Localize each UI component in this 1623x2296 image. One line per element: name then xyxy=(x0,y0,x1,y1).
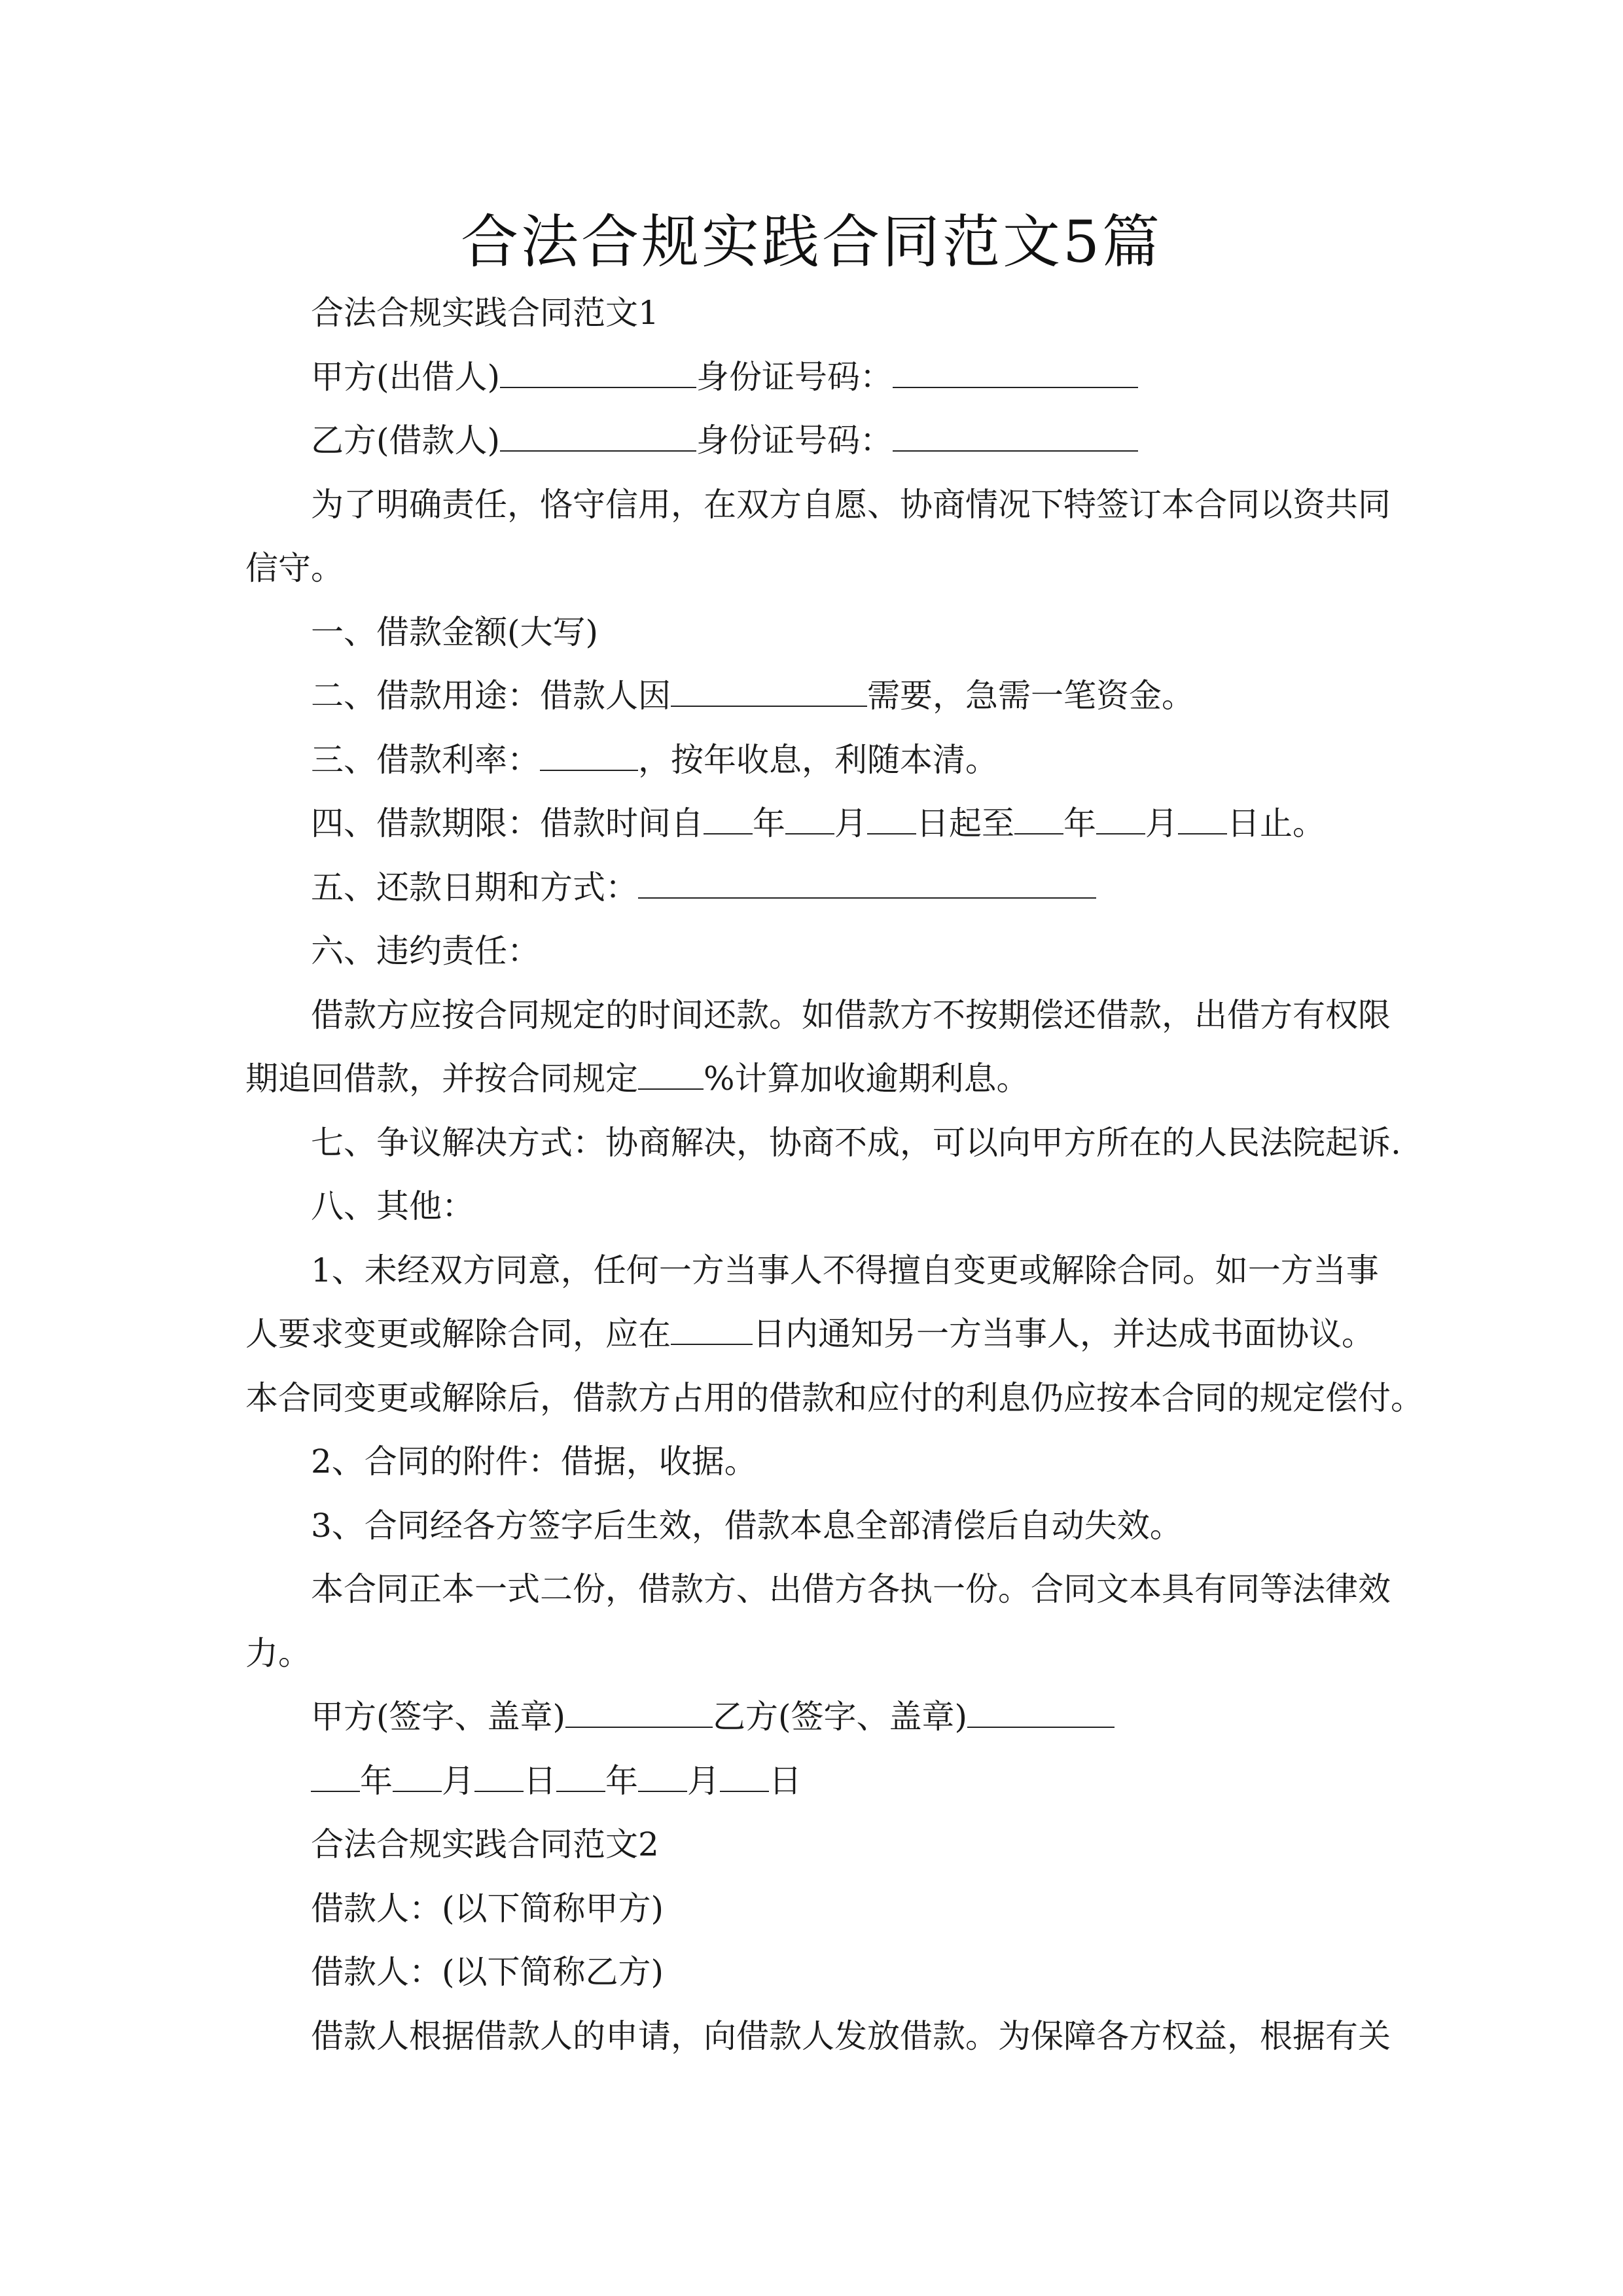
party-b-line xyxy=(311,414,1138,467)
from-label: 日起至 xyxy=(916,804,1014,842)
party-a-signature-blank xyxy=(565,1693,713,1728)
notice-days-blank xyxy=(671,1310,753,1345)
party-b-signature-label: 乙方(签字、盖章) xyxy=(713,1698,968,1736)
month-label: 月 xyxy=(1145,804,1178,842)
other-1-line-3: 本合同变更或解除后，借款方占用的借款和应付的利息仍应按本合同的规定偿付。 xyxy=(245,1379,1423,1417)
notice-text: 人要求变更或解除合同，应在 xyxy=(245,1315,671,1353)
day-label: 日 xyxy=(769,1762,802,1800)
month-label: 月 xyxy=(834,804,867,842)
clause-loan-term xyxy=(311,797,1325,850)
party-a-label: 甲方(出借人) xyxy=(311,358,501,396)
year-label: 年 xyxy=(360,1762,393,1800)
party-b-name-blank xyxy=(500,416,696,452)
clause-breach: 六、违约责任： xyxy=(311,932,540,970)
party-b-id-label: 身份证号码： xyxy=(696,422,893,459)
date-a-day-blank xyxy=(474,1757,524,1792)
start-month-blank xyxy=(785,799,834,834)
other-3: 3、合同经各方签字后生效，借款本息全部清偿后自动失效。 xyxy=(311,1507,1183,1545)
overdue-rate-blank xyxy=(638,1054,704,1090)
section-2-borrower: 借款人：(以下简称乙方) xyxy=(311,1953,664,1991)
day-label: 日 xyxy=(524,1762,556,1800)
other-1-line-2 xyxy=(245,1308,1374,1360)
party-a-id-blank xyxy=(893,353,1138,388)
repayment-label: 五、还款日期和方式： xyxy=(311,869,638,906)
interest-rate-suffix: ，按年收息，利随本清。 xyxy=(638,741,998,779)
clause-loan-purpose xyxy=(311,670,1194,722)
intro-line-2: 信守。 xyxy=(245,549,344,587)
loan-purpose-label: 二、借款用途：借款人因 xyxy=(311,677,671,715)
until-label: 日止。 xyxy=(1227,804,1325,842)
party-b-label: 乙方(借款人) xyxy=(311,422,501,459)
breach-line-2 xyxy=(245,1052,1029,1105)
copies-line-2: 力。 xyxy=(245,1634,311,1672)
party-b-id-blank xyxy=(893,416,1138,452)
signature-line xyxy=(311,1691,1115,1743)
clause-other: 八、其他： xyxy=(311,1187,474,1225)
section-2-intro: 借款人根据借款人的申请，向借款人发放借款。为保障各方权益，根据有关 xyxy=(311,2017,1391,2055)
date-a-month-blank xyxy=(393,1757,442,1792)
repayment-blank xyxy=(638,863,1096,899)
breach-suffix: %计算加收逾期利息。 xyxy=(704,1060,1029,1098)
loan-term-label: 四、借款期限：借款时间自 xyxy=(311,804,704,842)
month-label: 月 xyxy=(687,1762,720,1800)
party-a-id-label: 身份证号码： xyxy=(696,358,893,396)
date-b-month-blank xyxy=(638,1757,687,1792)
other-1-line-1: 1、未经双方同意，任何一方当事人不得擅自变更或解除合同。如一方当事 xyxy=(311,1251,1379,1289)
interest-rate-label: 三、借款利率： xyxy=(311,741,540,779)
year-label: 年 xyxy=(605,1762,638,1800)
section-2-heading: 合法合规实践合同范文2 xyxy=(311,1825,659,1863)
party-b-signature-blank xyxy=(967,1693,1115,1728)
clause-dispute: 七、争议解决方式：协商解决，协商不成，可以向甲方所在的人民法院起诉. xyxy=(311,1124,1401,1162)
party-a-signature-label: 甲方(签字、盖章) xyxy=(311,1698,566,1736)
party-a-line xyxy=(311,351,1138,403)
year-label: 年 xyxy=(1063,804,1096,842)
other-2: 2、合同的附件：借据，收据。 xyxy=(311,1443,757,1480)
document-title: 合法合规实践合同范文5篇 xyxy=(461,208,1162,276)
date-b-day-blank xyxy=(720,1757,769,1792)
clause-loan-amount: 一、借款金额(大写) xyxy=(311,613,599,651)
clause-repayment xyxy=(311,861,1096,914)
start-day-blank xyxy=(867,799,916,834)
loan-purpose-suffix: 需要，急需一笔资金。 xyxy=(867,677,1194,715)
section-1-heading: 合法合规实践合同范文1 xyxy=(311,294,659,332)
section-2-lender: 借款人：(以下简称甲方) xyxy=(311,1890,664,1928)
start-year-blank xyxy=(704,799,753,834)
breach-text: 期追回借款，并按合同规定 xyxy=(245,1060,638,1098)
loan-purpose-blank xyxy=(671,672,867,707)
month-label: 月 xyxy=(442,1762,474,1800)
signature-date-line xyxy=(311,1755,802,1807)
intro-line-1: 为了明确责任，恪守信用，在双方自愿、协商情况下特签订本合同以资共同 xyxy=(311,486,1391,524)
year-label: 年 xyxy=(753,804,785,842)
date-b-year-blank xyxy=(556,1757,605,1792)
notice-suffix: 日内通知另一方当事人，并达成书面协议。 xyxy=(753,1315,1374,1353)
copies-line-1: 本合同正本一式二份，借款方、出借方各执一份。合同文本具有同等法律效 xyxy=(311,1570,1391,1608)
party-a-name-blank xyxy=(500,353,696,388)
breach-line-1: 借款方应按合同规定的时间还款。如借款方不按期偿还借款，出借方有权限 xyxy=(311,996,1391,1034)
end-year-blank xyxy=(1014,799,1063,834)
clause-interest-rate xyxy=(311,734,998,786)
end-month-blank xyxy=(1096,799,1145,834)
date-a-year-blank xyxy=(311,1757,360,1792)
interest-rate-blank xyxy=(540,736,638,771)
end-day-blank xyxy=(1178,799,1227,834)
